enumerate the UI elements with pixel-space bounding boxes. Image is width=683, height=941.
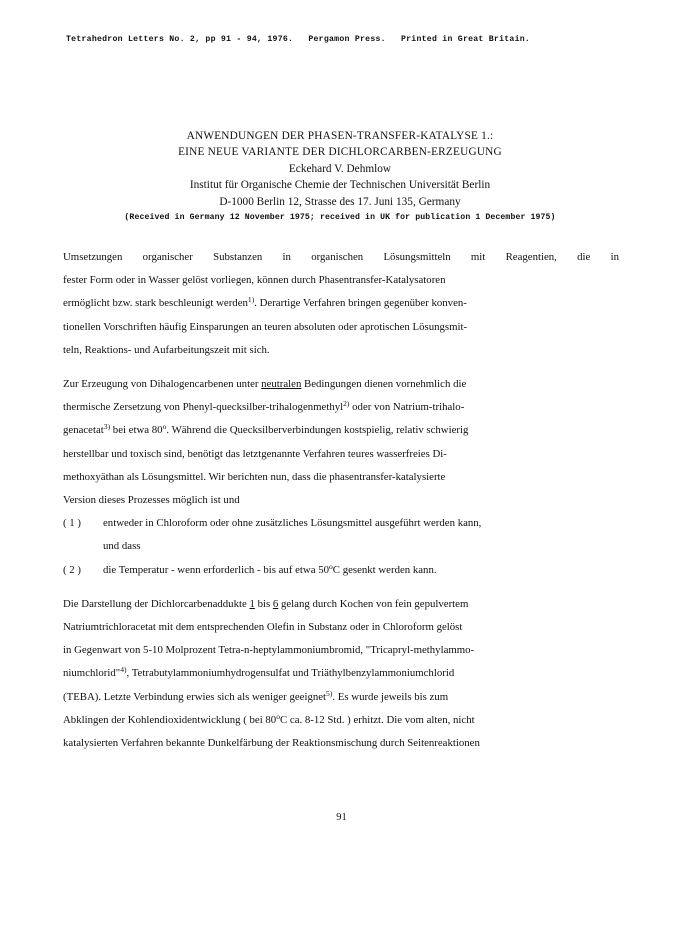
text-span: C ca. 8-12 Std. ) erhitzt. Die vom alten, nicht (280, 713, 475, 726)
reference-marker: 5) (326, 688, 333, 698)
text-span: . Derartige Verfahren bringen gegenüber konven- (254, 297, 467, 310)
compound-number: 1 (249, 597, 255, 610)
journal-citation: Tetrahedron Letters No. 2, pp 91 - 94, 1976. (66, 35, 294, 44)
list-item (63, 559, 619, 582)
underlined-term: neutralen (261, 378, 302, 391)
text-span: . Während die Quecksilberverbindungen kostspielig, relativ schwierig (166, 424, 469, 437)
text-line: methoxyäthan als Lösungsmittel. Wir berichten nun, dass die phasentransfer-katalysierte (63, 470, 446, 483)
list-item-number: ( 1 ) (63, 517, 81, 530)
paragraph-intro (63, 246, 619, 362)
text-span: ermöglicht bzw. stark beschleunigt werden (63, 297, 248, 310)
text-line (103, 559, 619, 582)
paper-title-line-1: ANWENDUNGEN DER PHASEN-TRANSFER-KATALYSE 1.: (186, 130, 494, 142)
text-line (63, 292, 619, 315)
text-line: tionellen Vorschriften häufig Einsparungen an teuren absoluten oder aprotischen Lösungsmit- (63, 320, 468, 333)
text-span: Zur Erzeugung von Dihalogencarbenen unter (63, 378, 262, 391)
text-line (63, 662, 619, 685)
text-line: und dass (103, 540, 141, 553)
list-item (63, 512, 619, 558)
paragraph-dihalocarbenes (63, 373, 619, 512)
text-line (63, 686, 619, 709)
text-line: Umsetzungen organischer Substanzen in organischen Lösungsmitteln mit Reagentien, die in (63, 251, 619, 263)
text-line: Natriumtrichloracetat mit dem entsprechenden Olefin in Substanz oder in Chloroform gelöst (63, 621, 463, 634)
reference-marker: 4) (120, 665, 127, 675)
text-line: entweder in Chloroform oder ohne zusätzliches Lösungsmittel ausgeführt werden kann, (103, 517, 482, 530)
text-line: katalysierten Verfahren bekannte Dunkelfärbung der Reaktionsmischung durch Seitenreaktionen (63, 737, 480, 750)
publisher: Pergamon Press. (308, 35, 386, 44)
text-span: Abklingen der Kohlendioxidentwicklung ( bei 80 (63, 713, 277, 726)
text-span: thermische Zersetzung von Phenyl-quecksilber-trihalogenmethyl (63, 401, 344, 414)
page-number: 91 (336, 812, 347, 823)
text-line (63, 709, 619, 732)
article-body (63, 246, 619, 755)
text-span: Bedingungen dienen vornehmlich die (301, 378, 467, 391)
printed-in: Printed in Great Britain. (400, 35, 531, 44)
text-line (63, 419, 619, 442)
text-span: . Es wurde jeweils bis zum (332, 690, 449, 703)
degree-marker: o (276, 711, 280, 721)
text-line: teln, Reaktions- und Aufarbeitungszeit mit sich. (63, 343, 270, 356)
compound-number: 6 (272, 597, 279, 610)
text-line: herstellbar und toxisch sind, benötigt das letztgenannte Verfahren teures wasserfreies Di- (63, 447, 447, 460)
affiliation-line-2: D-1000 Berlin 12, Strasse des 17. Juni 135, Germany (219, 195, 461, 208)
text-span: genacetat (63, 424, 104, 437)
text-line (63, 396, 619, 419)
reference-marker: 2) (343, 399, 350, 409)
author: Eckehard V. Dehmlow (288, 162, 392, 175)
paper-title-line-2: EINE NEUE VARIANTE DER DICHLORCARBEN-ERZEUGUNG (178, 146, 502, 159)
paragraph-preparation (63, 593, 619, 755)
text-line: fester Form oder in Wasser gelöst vorliegen, können durch Phasentransfer-Katalysatoren (63, 274, 446, 287)
journal-header (66, 35, 540, 44)
received-dates: (Received in Germany 12 November 1975; received in UK for publication 1 December 1975) (124, 213, 556, 223)
text-line: in Gegenwart von 5-10 Molprozent Tetra-n-heptylammoniumbromid, "Tricapryl-methylammo- (63, 644, 475, 657)
text-line: Version dieses Prozesses möglich ist und (63, 494, 240, 507)
text-span: niumchlorid" (63, 667, 121, 680)
text-line (63, 373, 619, 396)
title-block (60, 128, 620, 226)
affiliation-line-1: Institut für Organische Chemie der Technischen Universität Berlin (189, 179, 491, 192)
degree-marker: o (329, 561, 333, 571)
reference-marker: 3) (103, 422, 111, 432)
text-span: bei etwa 80 (110, 424, 163, 437)
text-span: gelang durch Kochen von fein gepulvertem (278, 597, 469, 610)
text-span: oder von Natrium-trihalo- (349, 401, 465, 414)
reference-marker: 1) (247, 295, 255, 305)
text-span: C gesenkt werden kann. (332, 563, 437, 576)
degree-marker: o (162, 422, 167, 432)
text-span: Die Darstellung der Dichlorcarbenaddukte (63, 597, 250, 610)
list-item-number: ( 2 ) (63, 563, 81, 576)
text-span: bis (254, 597, 273, 610)
text-span: (TEBA). Letzte Verbindung erwies sich als weniger geeignet (63, 690, 327, 703)
text-span: , Tetrabutylammoniumhydrogensulfat und Triäthylbenzylammoniumchlorid (126, 667, 455, 680)
text-span: die Temperatur - wenn erforderlich - bis auf etwa 50 (103, 563, 329, 576)
text-line (63, 593, 619, 616)
